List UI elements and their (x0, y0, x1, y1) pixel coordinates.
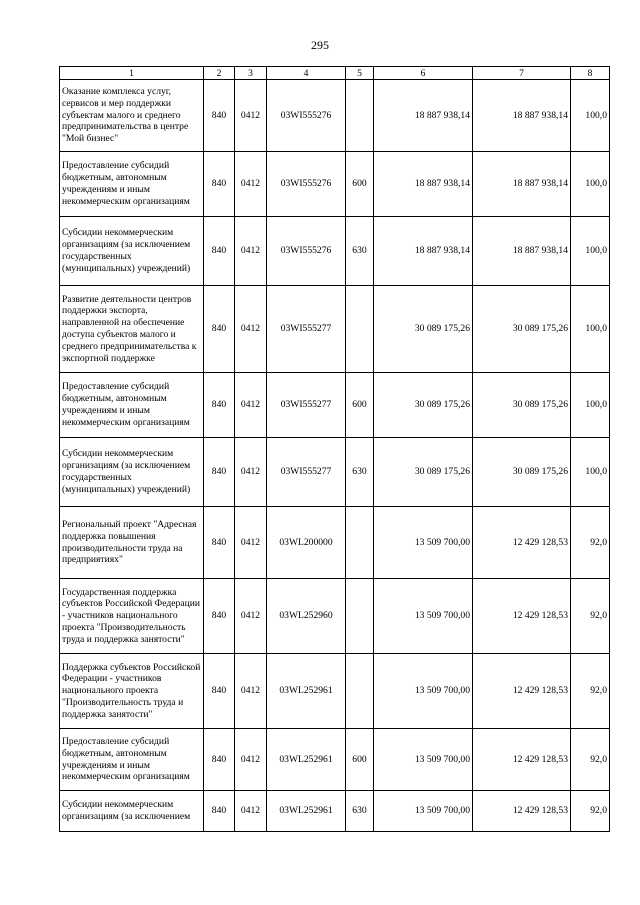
row-execution-percent: 92,0 (571, 729, 610, 791)
row-executed-amount: 12 429 128,53 (473, 507, 571, 579)
row-execution-percent: 92,0 (571, 507, 610, 579)
table-row (60, 152, 610, 217)
row-name (60, 438, 204, 507)
row-ministry-code: 840 (204, 579, 235, 654)
row-name-text: Государственная поддержка субъектов Российской Федерации - участников национального проекта "Производительность труда и поддержка занятости" (62, 586, 200, 645)
table-header-row (60, 67, 610, 80)
row-executed-amount: 18 887 938,14 (473, 152, 571, 217)
row-planned-amount: 13 509 700,00 (374, 579, 473, 654)
row-expense-type: 630 (346, 791, 374, 832)
row-name-text: Субсидии некоммерческим организациям (за исключением государственных (муниципальных) учреждений) (62, 448, 191, 495)
row-name-text: Предоставление субсидий бюджетным, автономным учреждениям и иным некоммерческим организациям (62, 735, 190, 783)
row-expense-type: 630 (346, 438, 374, 507)
row-expense-type (346, 507, 374, 579)
row-section-code: 0412 (235, 729, 267, 791)
table-row (60, 373, 610, 438)
column-header: 4 (267, 67, 346, 80)
row-section-code: 0412 (235, 217, 267, 286)
row-target-article: 03WI555276 (267, 152, 346, 217)
row-planned-amount: 18 887 938,14 (374, 152, 473, 217)
row-name (60, 579, 204, 654)
row-executed-amount: 30 089 175,26 (473, 438, 571, 507)
table-row (60, 579, 610, 654)
row-planned-amount: 30 089 175,26 (374, 286, 473, 373)
row-expense-type: 600 (346, 373, 374, 438)
row-ministry-code: 840 (204, 286, 235, 373)
row-execution-percent: 92,0 (571, 791, 610, 832)
column-header: 3 (235, 67, 267, 80)
row-name-text: Развитие деятельности центров поддержки экспорта, направленной на обеспечение доступа субъектов малого и среднего предпринимательства к экспортной поддержке (62, 293, 197, 364)
row-section-code: 0412 (235, 791, 267, 832)
table-row (60, 729, 610, 791)
row-executed-amount: 18 887 938,14 (473, 217, 571, 286)
row-expense-type: 600 (346, 152, 374, 217)
row-planned-amount: 13 509 700,00 (374, 791, 473, 832)
row-name (60, 373, 204, 438)
row-planned-amount: 13 509 700,00 (374, 507, 473, 579)
row-ministry-code: 840 (204, 507, 235, 579)
row-target-article: 03WI555276 (267, 80, 346, 152)
row-ministry-code: 840 (204, 654, 235, 729)
row-name (60, 654, 204, 729)
row-section-code: 0412 (235, 373, 267, 438)
row-name (60, 152, 204, 217)
row-name-text: Оказание комплекса услуг, сервисов и мер поддержки субъектам малого и среднего предпринимательства в центре "Мой бизнес" (62, 86, 189, 145)
row-target-article: 03WI555276 (267, 217, 346, 286)
row-planned-amount: 18 887 938,14 (374, 217, 473, 286)
table-row (60, 654, 610, 729)
row-section-code: 0412 (235, 152, 267, 217)
row-name (60, 791, 204, 832)
row-target-article: 03WI555277 (267, 373, 346, 438)
row-execution-percent: 100,0 (571, 80, 610, 152)
row-planned-amount: 18 887 938,14 (374, 80, 473, 152)
row-target-article: 03WL252961 (267, 791, 346, 832)
row-target-article: 03WL252961 (267, 654, 346, 729)
row-ministry-code: 840 (204, 438, 235, 507)
row-target-article: 03WI555277 (267, 286, 346, 373)
row-target-article: 03WL252961 (267, 729, 346, 791)
row-name (60, 217, 204, 286)
row-expense-type (346, 654, 374, 729)
row-execution-percent: 100,0 (571, 286, 610, 373)
row-section-code: 0412 (235, 286, 267, 373)
page-number: 295 (311, 38, 329, 52)
row-name-text: Субсидии некоммерческим организациям (за исключением (62, 799, 191, 822)
row-target-article: 03WL200000 (267, 507, 346, 579)
row-planned-amount: 30 089 175,26 (374, 373, 473, 438)
row-ministry-code: 840 (204, 373, 235, 438)
table-row (60, 507, 610, 579)
row-name-text: Субсидии некоммерческим организациям (за исключением государственных (муниципальных) учреждений) (62, 227, 191, 274)
row-execution-percent: 100,0 (571, 152, 610, 217)
row-name-text: Поддержка субъектов Российской Федерации - участников национального проекта "Производительность труда и поддержка занятости" (62, 661, 201, 720)
row-executed-amount: 30 089 175,26 (473, 286, 571, 373)
row-executed-amount: 12 429 128,53 (473, 654, 571, 729)
row-execution-percent: 92,0 (571, 579, 610, 654)
row-expense-type (346, 579, 374, 654)
row-name-text: Региональный проект "Адресная поддержка повышения производительности труда на предприятиях" (62, 518, 197, 566)
column-header: 1 (60, 67, 204, 80)
row-target-article: 03WL252960 (267, 579, 346, 654)
row-name-text: Предоставление субсидий бюджетным, автономным учреждениям и иным некоммерческим организациям (62, 381, 190, 428)
row-section-code: 0412 (235, 654, 267, 729)
row-executed-amount: 30 089 175,26 (473, 373, 571, 438)
row-section-code: 0412 (235, 438, 267, 507)
row-name-text: Предоставление субсидий бюджетным, автономным учреждениям и иным некоммерческим организациям (62, 160, 190, 207)
budget-table (59, 66, 610, 832)
row-ministry-code: 840 (204, 152, 235, 217)
row-executed-amount: 12 429 128,53 (473, 791, 571, 832)
row-execution-percent: 100,0 (571, 438, 610, 507)
row-target-article: 03WI555277 (267, 438, 346, 507)
row-execution-percent: 100,0 (571, 217, 610, 286)
row-executed-amount: 18 887 938,14 (473, 80, 571, 152)
row-execution-percent: 100,0 (571, 373, 610, 438)
row-execution-percent: 92,0 (571, 654, 610, 729)
column-header: 2 (204, 67, 235, 80)
row-executed-amount: 12 429 128,53 (473, 579, 571, 654)
row-expense-type (346, 80, 374, 152)
row-expense-type: 630 (346, 217, 374, 286)
row-ministry-code: 840 (204, 217, 235, 286)
column-header: 6 (374, 67, 473, 80)
row-name (60, 80, 204, 152)
table-row (60, 80, 610, 152)
row-planned-amount: 13 509 700,00 (374, 654, 473, 729)
row-section-code: 0412 (235, 80, 267, 152)
table-row (60, 438, 610, 507)
row-section-code: 0412 (235, 579, 267, 654)
row-name (60, 286, 204, 373)
row-ministry-code: 840 (204, 729, 235, 791)
row-executed-amount: 12 429 128,53 (473, 729, 571, 791)
column-header: 7 (473, 67, 571, 80)
row-planned-amount: 30 089 175,26 (374, 438, 473, 507)
row-ministry-code: 840 (204, 80, 235, 152)
row-section-code: 0412 (235, 507, 267, 579)
row-expense-type: 600 (346, 729, 374, 791)
row-expense-type (346, 286, 374, 373)
row-name (60, 507, 204, 579)
table-row (60, 217, 610, 286)
row-name (60, 729, 204, 791)
column-header: 8 (571, 67, 610, 80)
row-ministry-code: 840 (204, 791, 235, 832)
column-header: 5 (346, 67, 374, 80)
table-row (60, 791, 610, 832)
row-planned-amount: 13 509 700,00 (374, 729, 473, 791)
table-row (60, 286, 610, 373)
